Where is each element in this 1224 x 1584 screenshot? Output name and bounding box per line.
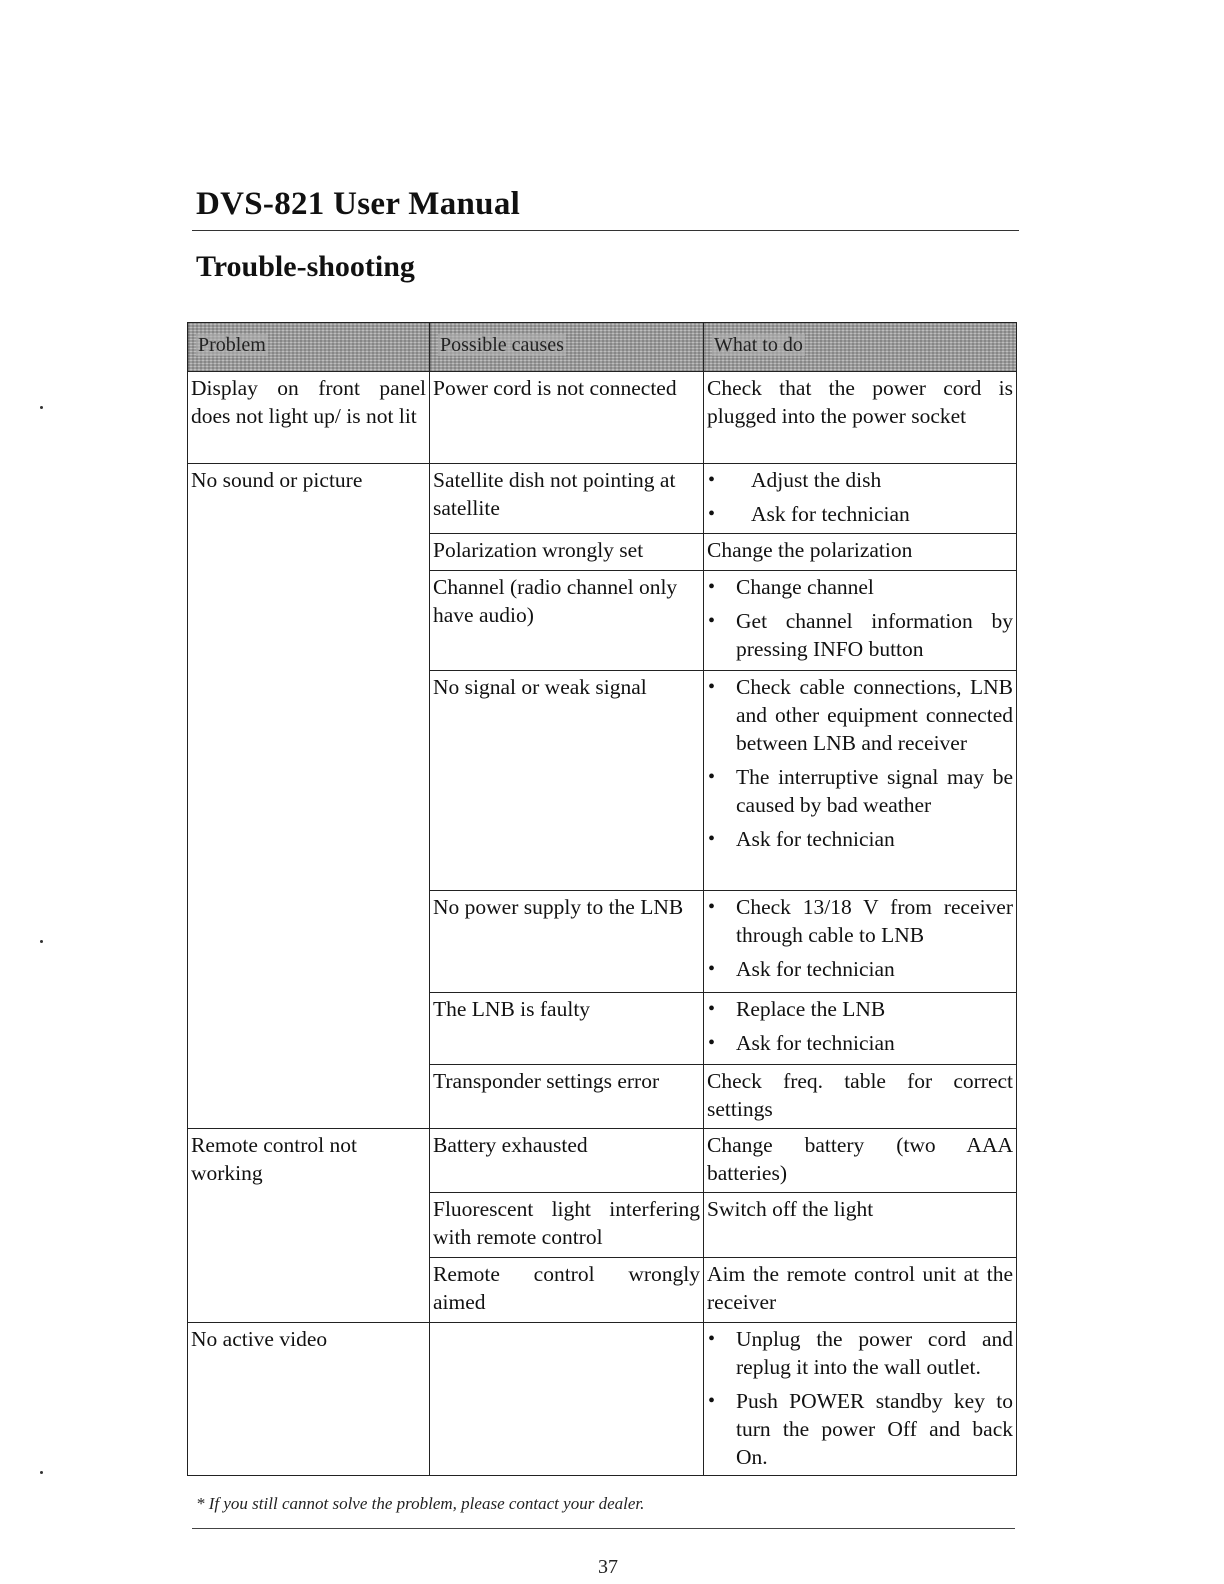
bottom-rule — [192, 1528, 1015, 1529]
action-bullet: • Push POWER standby key to turn the power Off and back On. — [707, 1387, 1013, 1471]
troubleshooting-table — [187, 322, 1017, 1476]
section-title: Trouble-shooting — [196, 250, 415, 283]
column-header-problem: Problem — [188, 323, 430, 372]
action-bullet: • Get channel information by pressing INFO button — [707, 607, 1013, 663]
problem-cell: No active video — [188, 1323, 430, 1476]
action-cell: Aim the remote control unit at the receiver — [704, 1258, 1017, 1323]
action-cell: Switch off the light — [704, 1193, 1017, 1258]
action-cell — [704, 571, 1017, 671]
scan-speck — [40, 1471, 43, 1474]
action-cell — [704, 993, 1017, 1065]
cause-cell: Power cord is not connected — [430, 372, 704, 464]
document-title: DVS-821 User Manual — [196, 186, 521, 222]
action-bullet: • Unplug the power cord and replug it into the wall outlet. — [707, 1325, 1013, 1381]
action-bullet: • Ask for technician — [707, 500, 1013, 528]
cause-cell: Fluorescent light interfering with remote control — [430, 1193, 704, 1258]
problem-cell: Remote control not working — [188, 1129, 430, 1323]
action-cell: Check that the power cord is plugged into the power socket — [704, 372, 1017, 464]
scan-speck — [40, 406, 43, 409]
cause-cell — [430, 1323, 704, 1476]
action-cell: Change battery (two AAA batteries) — [704, 1129, 1017, 1193]
action-cell: Check freq. table for correct settings — [704, 1065, 1017, 1129]
action-bullet: • Ask for technician — [707, 955, 1013, 983]
cause-cell: Satellite dish not pointing at satellite — [430, 464, 704, 534]
action-cell — [704, 1323, 1017, 1476]
title-rule — [192, 230, 1019, 231]
table-row — [188, 464, 1017, 534]
cause-cell: Battery exhausted — [430, 1129, 704, 1193]
scan-speck — [40, 940, 43, 943]
action-cell — [704, 891, 1017, 993]
cause-cell: Channel (radio channel only have audio) — [430, 571, 704, 671]
page-number: 37 — [598, 1556, 618, 1578]
cause-cell: Transponder settings error — [430, 1065, 704, 1129]
action-cell: Change the polarization — [704, 534, 1017, 571]
cause-cell: No power supply to the LNB — [430, 891, 704, 993]
table-row — [188, 1323, 1017, 1476]
footnote: * If you still cannot solve the problem, please contact your dealer. — [196, 1494, 645, 1513]
table-row — [188, 372, 1017, 464]
action-cell — [704, 671, 1017, 891]
column-header-what-to-do: What to do — [704, 323, 1017, 372]
problem-cell: Display on front panel does not light up/ is not lit — [188, 372, 430, 464]
cause-cell: The LNB is faulty — [430, 993, 704, 1065]
cause-cell: No signal or weak signal — [430, 671, 704, 891]
action-cell — [704, 464, 1017, 534]
column-header-causes: Possible causes — [430, 323, 704, 372]
action-bullet: • Ask for technician — [707, 1029, 1013, 1057]
action-bullet: • Check cable connections, LNB and other equipment connected between LNB and receiver — [707, 673, 1013, 757]
table-header-row — [188, 323, 1017, 372]
action-bullet: • Change channel — [707, 573, 1013, 601]
cause-cell: Polarization wrongly set — [430, 534, 704, 571]
table-row — [188, 1129, 1017, 1193]
cause-cell: Remote control wrongly aimed — [430, 1258, 704, 1323]
action-bullet: • Ask for technician — [707, 825, 1013, 853]
action-bullet: • Check 13/18 V from receiver through cable to LNB — [707, 893, 1013, 949]
action-bullet: • Adjust the dish — [707, 466, 1013, 494]
action-bullet: • Replace the LNB — [707, 995, 1013, 1023]
action-bullet: • The interruptive signal may be caused by bad weather — [707, 763, 1013, 819]
problem-cell: No sound or picture — [188, 464, 430, 1129]
